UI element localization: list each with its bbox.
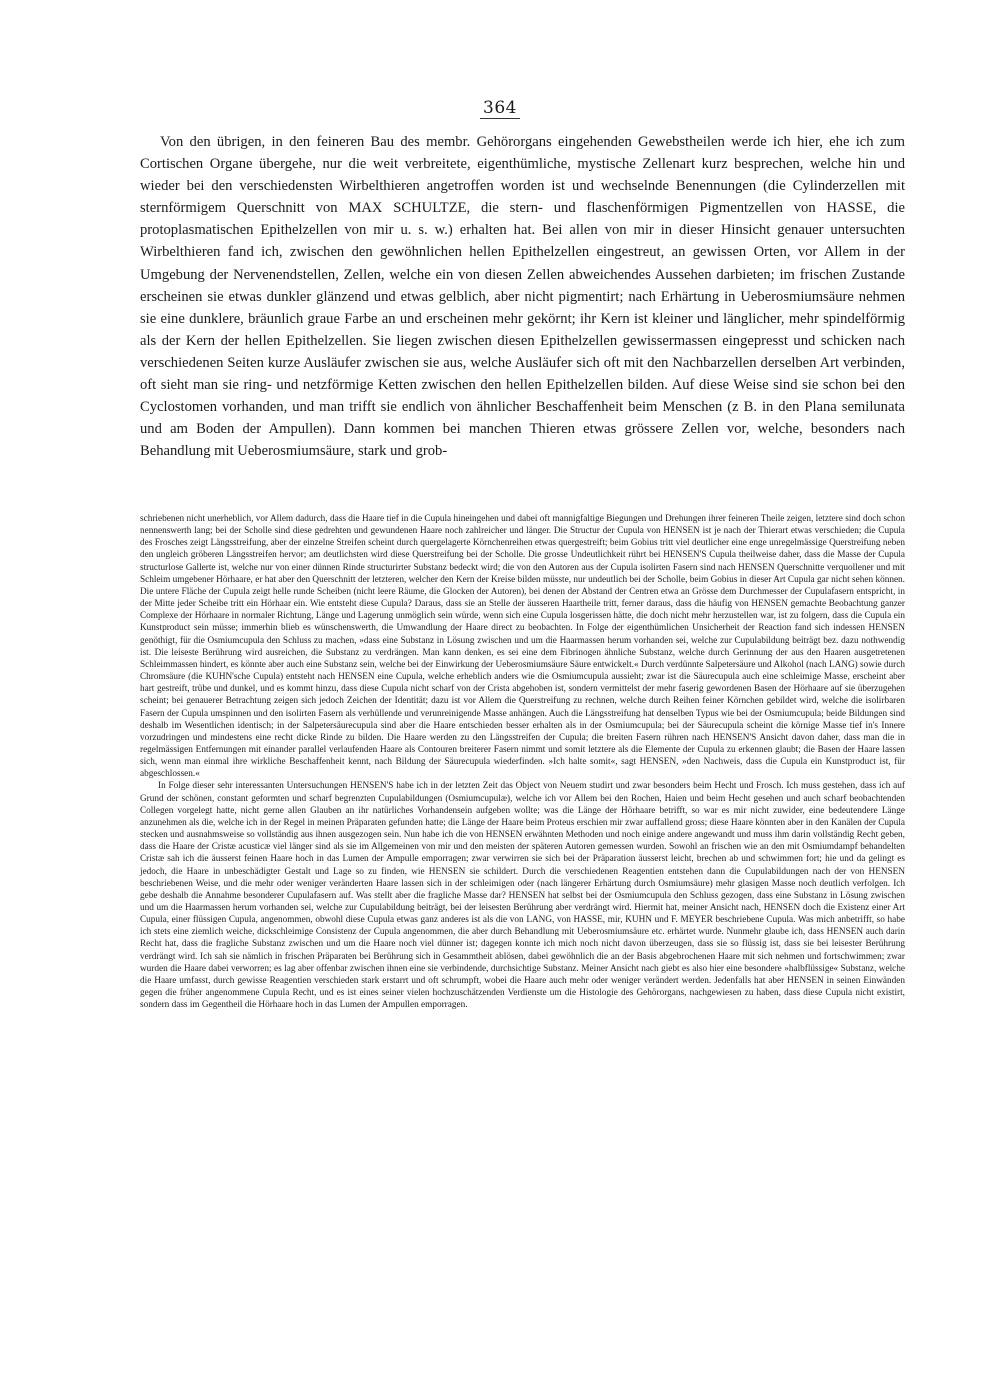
footnote-paragraph-1: schriebenen nicht unerheblich, vor Allem dadurch, dass die Haare tief in die Cupula hineingehen und dabei oft mannigfaltige Biegungen und Drehungen ihrer feineren Theile zeigen, letztere sind doch schon nennenswerth lang; bei der Scholle sind diese gedrehten und gewundenen Haare noch zahlreicher und länger. Die Structur der Cupula von HENSEN ist je nach der Thierart etwas verschieden; die Cupula des Frosches zeigt Längsstreifung, aber der einzelne Streifen scheint durch quergelagerte Körnchenreihen etwas quergestreift; beim Gobius tritt viel deutlicher eine enge unregelmässige Querstreifung neben den ungleich gröberen Längsstreifen hervor; am deutlichsten wird diese Querstreifung bei der Scholle. Die grosse Undeutlichkeit rührt bei HENSEN'S Cupula theilweise daher, dass die Masse der Cupula structurlose Gallerte ist, welche nur von einer dünnen Rinde structurirter Substanz bedeckt wird; die von den Autoren aus der Cupula isolirten Fasern sind nach HENSEN Querschnitte verquollener und mit Schleim umgebener Hörhaare, er hat aber den Querschnitt der letzteren, welcher den Kern der Kreise bilden müsste, nur undeutlich bei der Scholle, beim Gobius in dieser Art Cupula gar nicht sehen können. Die untere Fläche der Cupula zeigt helle runde Scheiben (nicht leere Räume, die Glocken der Autoren), bei denen der Abstand der Centren etwa an Grösse dem Durchmesser der Cupulafasern entspricht, in der Mitte jeder Scheibe tritt ein Hörhaar ein. Wie entsteht diese Cupula? Daraus, dass sie an Stelle der äusseren Haartheile tritt, ferner daraus, dass die häufig von HENSEN gemachte Beobachtung ganzer Complexe der Hörhaare in normaler Richtung, Länge und Lagerung unmöglich sein würde, wenn sich eine Cupula losgerissen hätte, die doch nicht mehr herzustellen war, ist zu folgern, dass die Cupula ein Kunstproduct sein müsse; immerhin blieb es wünschenswerth, die Umwandlung der Haare direct zu beobachten. In Folge der eigenthümlichen Unsicherheit der Reaction fand sich indessen HENSEN genöthigt, für die Osmiumcupula den Schluss zu machen, »dass eine Substanz in Lösung zwischen und um die Haarmassen herum vorhanden sei, welche zur Cupulabildung beiträgt bez. dazu nothwendig ist. Die leiseste Berührung wird ausreichen, die Substanz zu verdrängen. Man kann denken, es sei eine dem Fibrinogen ähnliche Substanz, welche durch Gerinnung der aus den Haaren ausgetretenen Schleimmassen hindert, es könnte aber auch eine Substanz sein, welche bei der Einwirkung der Ueberosmiumsäure Säure entwickelt.« Durch verdünnte Salpetersäure und Alkohol (nach LANG) sowie durch Chromsäure (die KUHN'sche Cupula) entsteht nach HENSEN eine Cupula, welche erheblich anders wie die Osmiumcupula aussieht; zwar ist die Säurecupula auch eine schleimige Masse, erscheint aber hart gestreift, trübe und dunkel, und es kommt hinzu, dass diese Cupula nicht scharf von der Crista abgehoben ist, sondern vermittelst der mehr faserig gewordenen Basen der Hörhaare auf sie überzugehen scheint; bei genauerer Betrachtung zeigen sich jedoch Zeichen der Identität; dazu ist vor Allem die Querstreifung zu rechnen, welche durch Reihen feiner Körnchen gebildet wird, welche die isolirbaren Fasern der Cupula umspinnen und den isolirten Fasern als verhüllende und verunreinigende Masse anhängen. Auch die Längsstreifung hat denselben Typus wie bei der Osmiumcupula; beide Bildungen sind deshalb im Wesentlichen identisch; in der Salpetersäurecupula sind aber die Haare entschieden besser erhalten als in der Osmiumcupula; bei der Säurecupula scheint die körnige Masse tief in's Innere vorzudringen und mindestens eine recht dicke Rinde zu bilden. Die Haare werden zu den Längsstreifen der Cupula; die breiten Fasern rühren nach HENSEN'S Ansicht davon daher, dass man die in regelmässigen Entfernungen mit einander parallel verlaufenden Haare als Contouren breiterer Fasern nimmt und somit letztere als die Elemente der Cupula zu erkennen glaubt; die Basen der Haare lassen sich, wenn man einmal ihre wirkliche Beschaffenheit kennt, nach Bildung der Säurecupula wiederfinden. »Ich halte somit«, sagt HENSEN, »den Nachweis, dass die Cupula ein Kunstproduct ist, für abgeschlossen.« [140, 514, 905, 780]
footnote-paragraph-2: In Folge dieser sehr interessanten Untersuchungen HENSEN'S habe ich in der letzten Zeit das Object von Neuem studirt und zwar besonders beim Hecht und Frosch. Ich muss gestehen, dass ich auf Grund der schönen, constant geformten und scharf begrenzten Cupulabildungen (Osmiumcupulæ), welche ich vor Allem bei den Rochen, Haien und beim Hecht gesehen und auch scharf beobachtenden Collegen vorgelegt hatte, nicht gerne allen Glauben an ihr natürliches Vorhandensein aufgeben wollte; was die Länge der Hörhaare betrifft, so war es mir nicht zuwider, eine bedeutendere Länge anzunehmen als die, welche ich in der Regel in meinen Präparaten gefunden hatte; die Länge der Haare beim Proteus erschien mir zwar auffallend gross; diese Haare könnten aber in den Kanälen der Cupula stecken und ausnahmsweise so vollständig aus ihnen ausgezogen sein. Nun habe ich die von HENSEN erwähnten Methoden und noch einige andere angewandt und muss ihm darin vollständig Recht geben, dass die Haare der Cristæ acusticæ viel länger sind als sie im Allgemeinen von mir und den meisten der späteren Autoren gemessen wurden. Sowohl an frischen wie an den mit Osmiumdampf behandelten Cristæ sah ich die äusserst feinen Haare hoch in das Lumen der Ampulle emporragen; zwar verwirren sie sich bei der Präparation äusserst leicht, brechen ab und schwimmen fort; hie und da gelingt es jedoch, die Haare in unbeschädigter Gestalt und Lage so zu finden, wie HENSEN sie schildert. Durch die verschiedenen Reagentien entstehen dann die Cupulabildungen nach der von HENSEN beschriebenen Weise, und die mehr oder weniger veränderten Haare lassen sich in der schleimigen oder (nach längerer Erhärtung durch Osmiumsäure) mehr glasigen Masse noch deutlich verfolgen. Ich gebe deshalb die Annahme besonderer Cupulafasern auf. Was stellt aber die fragliche Masse dar? HENSEN hat selbst bei der Osmiumcupula den Schluss gezogen, dass eine Substanz in Lösung zwischen und um die Haarmassen herum vorhanden sei, welche zur Cupulabildung beiträgt, bei der leisesten Berührung aber verdrängt wird. Hiermit hat, meiner Ansicht nach, HENSEN doch die Existenz einer Art Cupula, einer flüssigen Cupula, angenommen, obwohl diese Cupula etwas ganz anderes ist als die von LANG, von HASSE, mir, KUHN und F. MEYER beschriebene Cupula. Was mich anbetrifft, so habe ich stets eine ziemlich weiche, dickschleimige Consistenz der Cupula angenommen, die aber durch Behandlung mit Ueberosmiumsäure etc. erhärtet wurde. Nunmehr glaube ich, dass HENSEN auch darin Recht hat, dass die fragliche Substanz zwischen und um die Haare noch viel dünner ist; dagegen konnte ich mich noch nicht davon überzeugen, dass sie so flüssig ist, dass sie bei leisester Berührung verdrängt wird. Ich sah sie nämlich in frischen Präparaten bei Berührung sich in Gesammtheit ablösen, dabei gewöhnlich die an der Basis abgebrochenen Haare mit sich nehmen und fortschwimmen; zwar wurden die Haare dabei verworren; es lag aber offenbar zwischen ihnen eine sie verbindende, durchsichtige Substanz. Meiner Ansicht nach giebt es also hier eine besondere »halbflüssige« Substanz, welche die Haare umfasst, durch gewisse Reagentien verschieden stark erstarrt und oft schrumpft, wobei die Haare auch mehr oder weniger verändert werden. Jedenfalls hat aber HENSEN in seinen Einwänden gegen die früher angenommene Cupula Recht, und es ist eines seiner vielen hochzuschätzenden Verdienste um die Histologie des Gehörorgans, nachgewiesen zu haben, dass diese Cupula nicht existirt, sondern dass im Gegentheil die Hörhaare hoch in das Lumen der Ampullen emporragen. [140, 781, 905, 1011]
page-number-text: 364 [480, 98, 520, 119]
page-number [0, 98, 1000, 118]
main-paragraph: Von den übrigen, in den feineren Bau des membr. Gehörorgans eingehenden Gewebstheilen werde ich hier, ehe ich zum Cortischen Organe übergehe, nur die weit verbreitete, eigenthümliche, mystische Zellenart kurz besprechen, welche hin und wieder bei den verschiedensten Wirbelthieren angetroffen worden ist und wechselnde Benennungen (die Cylinderzellen mit sternförmigem Querschnitt von MAX SCHULTZE, die stern- und flaschenförmigen Pigmentzellen von HASSE, die protoplasmatischen Epithelzellen von mir u. s. w.) erhalten hat. Bei allen von mir in dieser Hinsicht genauer untersuchten Wirbelthieren fand ich, zwischen den gewöhnlichen hellen Epithelzellen eingestreut, an gewissen Orten, vor Allem in der Umgebung der Nervenendstellen, Zellen, welche ein von diesen Zellen abweichendes Aussehen darbieten; im frischen Zustande erscheinen sie etwas dunkler glänzend und etwas gelblich, aber nicht pigmentirt; nach Erhärtung in Ueberosmiumsäure nehmen sie eine dunklere, bräunlich graue Farbe an und erscheinen mehr gekörnt; ihr Kern ist kleiner und länglicher, mehr spindelförmig als der Kern der hellen Epithelzellen. Sie liegen zwischen diesen Epithelzellen gewissermassen eingepresst und schicken nach verschiedenen Seiten kurze Ausläufer zwischen sie aus, welche Ausläufer sich oft mit den Nachbarzellen derselben Art verbinden, oft sieht man sie ring- und netzförmige Ketten zwischen den hellen Epithelzellen bilden. Auf diese Weise sind sie schon bei den Cyclostomen vorhanden, und man trifft sie endlich von ähnlicher Beschaffenheit beim Menschen (z B. in den Plana semilunata und am Boden der Ampullen). Dann kommen bei manchen Thieren etwas grössere Zellen vor, welche, besonders nach Behandlung mit Ueberosmiumsäure, stark und grob- [140, 134, 905, 460]
footnote-block [140, 513, 905, 1011]
